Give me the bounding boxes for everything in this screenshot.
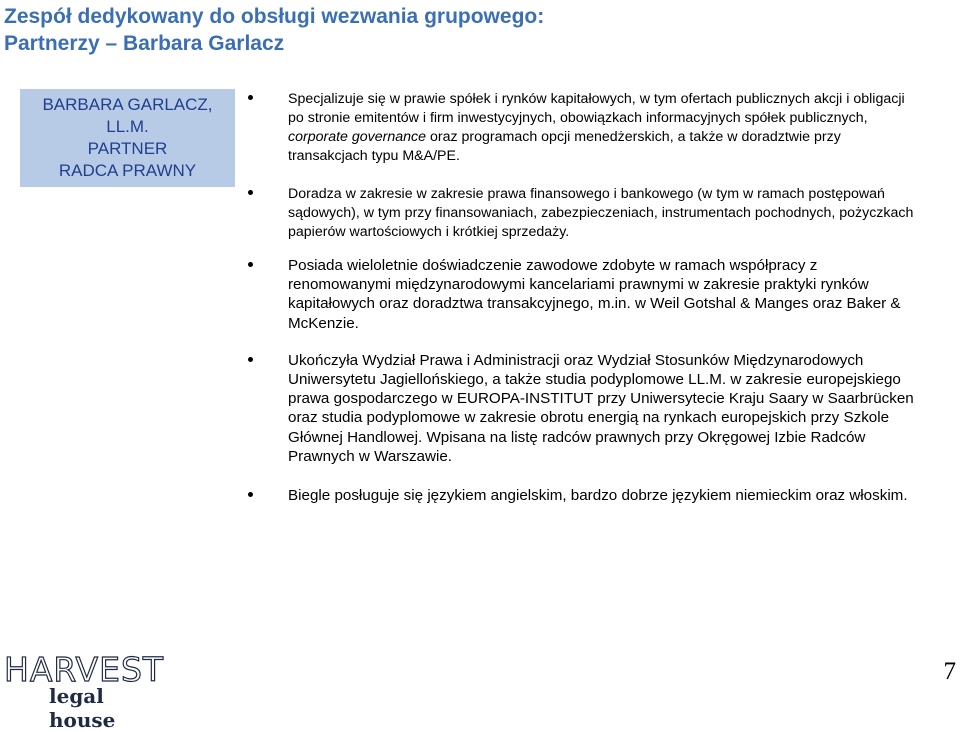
harvest-logo xyxy=(4,650,165,732)
person-role: PARTNER xyxy=(87,139,168,158)
bio-bullet-list xyxy=(246,90,916,505)
bio-bullet-education xyxy=(246,351,916,466)
page-number: 7 xyxy=(943,658,956,685)
bullet-dot-icon xyxy=(248,492,253,497)
bullet-dot-icon xyxy=(248,357,253,362)
person-title: RADCA PRAWNY xyxy=(58,161,197,180)
page-title-line-2: Partnerzy – Barbara Garlacz xyxy=(4,32,285,55)
bullet-text: Posiada wieloletnie doświadczenie zawodowe zdobyte w ramach współpracy z renomowanymi międzynarodowymi kancelariami prawnymi w zakresie praktyki rynków kapitałowych oraz doradztwa transakcyjnego, m.in. w Weil Gotshal & Manges oraz Baker & McKenzie. xyxy=(288,257,901,332)
person-name-box xyxy=(20,89,235,187)
bullet-text: Ukończyła Wydział Prawa i Administracji oraz Wydział Stosunków Międzynarodowych Uniwersytetu Jagiellońskiego, a także studia podyplomowe LL.M. w zakresie europejskiego prawa gospodarczego w EUROPA-INSTITUT przy Uniwersytecie Kraju Saary w Saarbrücken oraz studia podyplomowe w zakresie obrotu energią na rynkach europejskich przy Szkole Głównej Handlowej. Wpisana na listę radców prawnych przy Okręgowej Izbie Radców Prawnych w Warszawie. xyxy=(288,351,914,465)
bullet-text: Doradza w zakresie w zakresie prawa finansowego i bankowego (w tym w ramach postępowań sądowych), w tym przy finansowaniach, zabezpieczeniach, instrumentach pochodnych, pożyczkach papierów wartościowych i krótkiej sprzedaży. xyxy=(288,186,914,240)
bullet-text: Specjalizuje się w prawie spółek i rynków kapitałowych, w tym ofertach publicznych akcji i obligacji po stronie emitentów i firm inwestycyjnych, obowiązkach informacyjnych spółek publicznych, corporate governance oraz programach opcji menedżerskich, a także w doradztwie przy transakcjach typu M&A/PE. xyxy=(288,91,905,164)
bullet-dot-icon xyxy=(248,190,253,195)
page-title-line-1: Zespół dedykowany do obsługi wezwania grupowego: xyxy=(4,5,545,28)
bio-bullet-specialization xyxy=(246,90,916,166)
person-degree: LL.M. xyxy=(106,117,149,136)
logo-wordmark: HARVEST xyxy=(4,650,165,689)
bio-bullet-languages xyxy=(246,486,916,505)
bio-bullet-experience xyxy=(246,256,916,333)
bullet-dot-icon xyxy=(248,262,253,267)
logo-tagline: legal house xyxy=(49,684,116,732)
bullet-text: Biegle posługuje się językiem angielskim, bardzo dobrze językiem niemieckim oraz włoskim. xyxy=(288,487,908,505)
page-title xyxy=(4,3,944,57)
person-name: BARBARA GARLACZ, xyxy=(42,95,213,114)
bullet-italic-term: corporate governance xyxy=(288,129,427,145)
bio-bullet-advisory xyxy=(246,185,916,242)
bullet-dot-icon xyxy=(248,95,253,100)
